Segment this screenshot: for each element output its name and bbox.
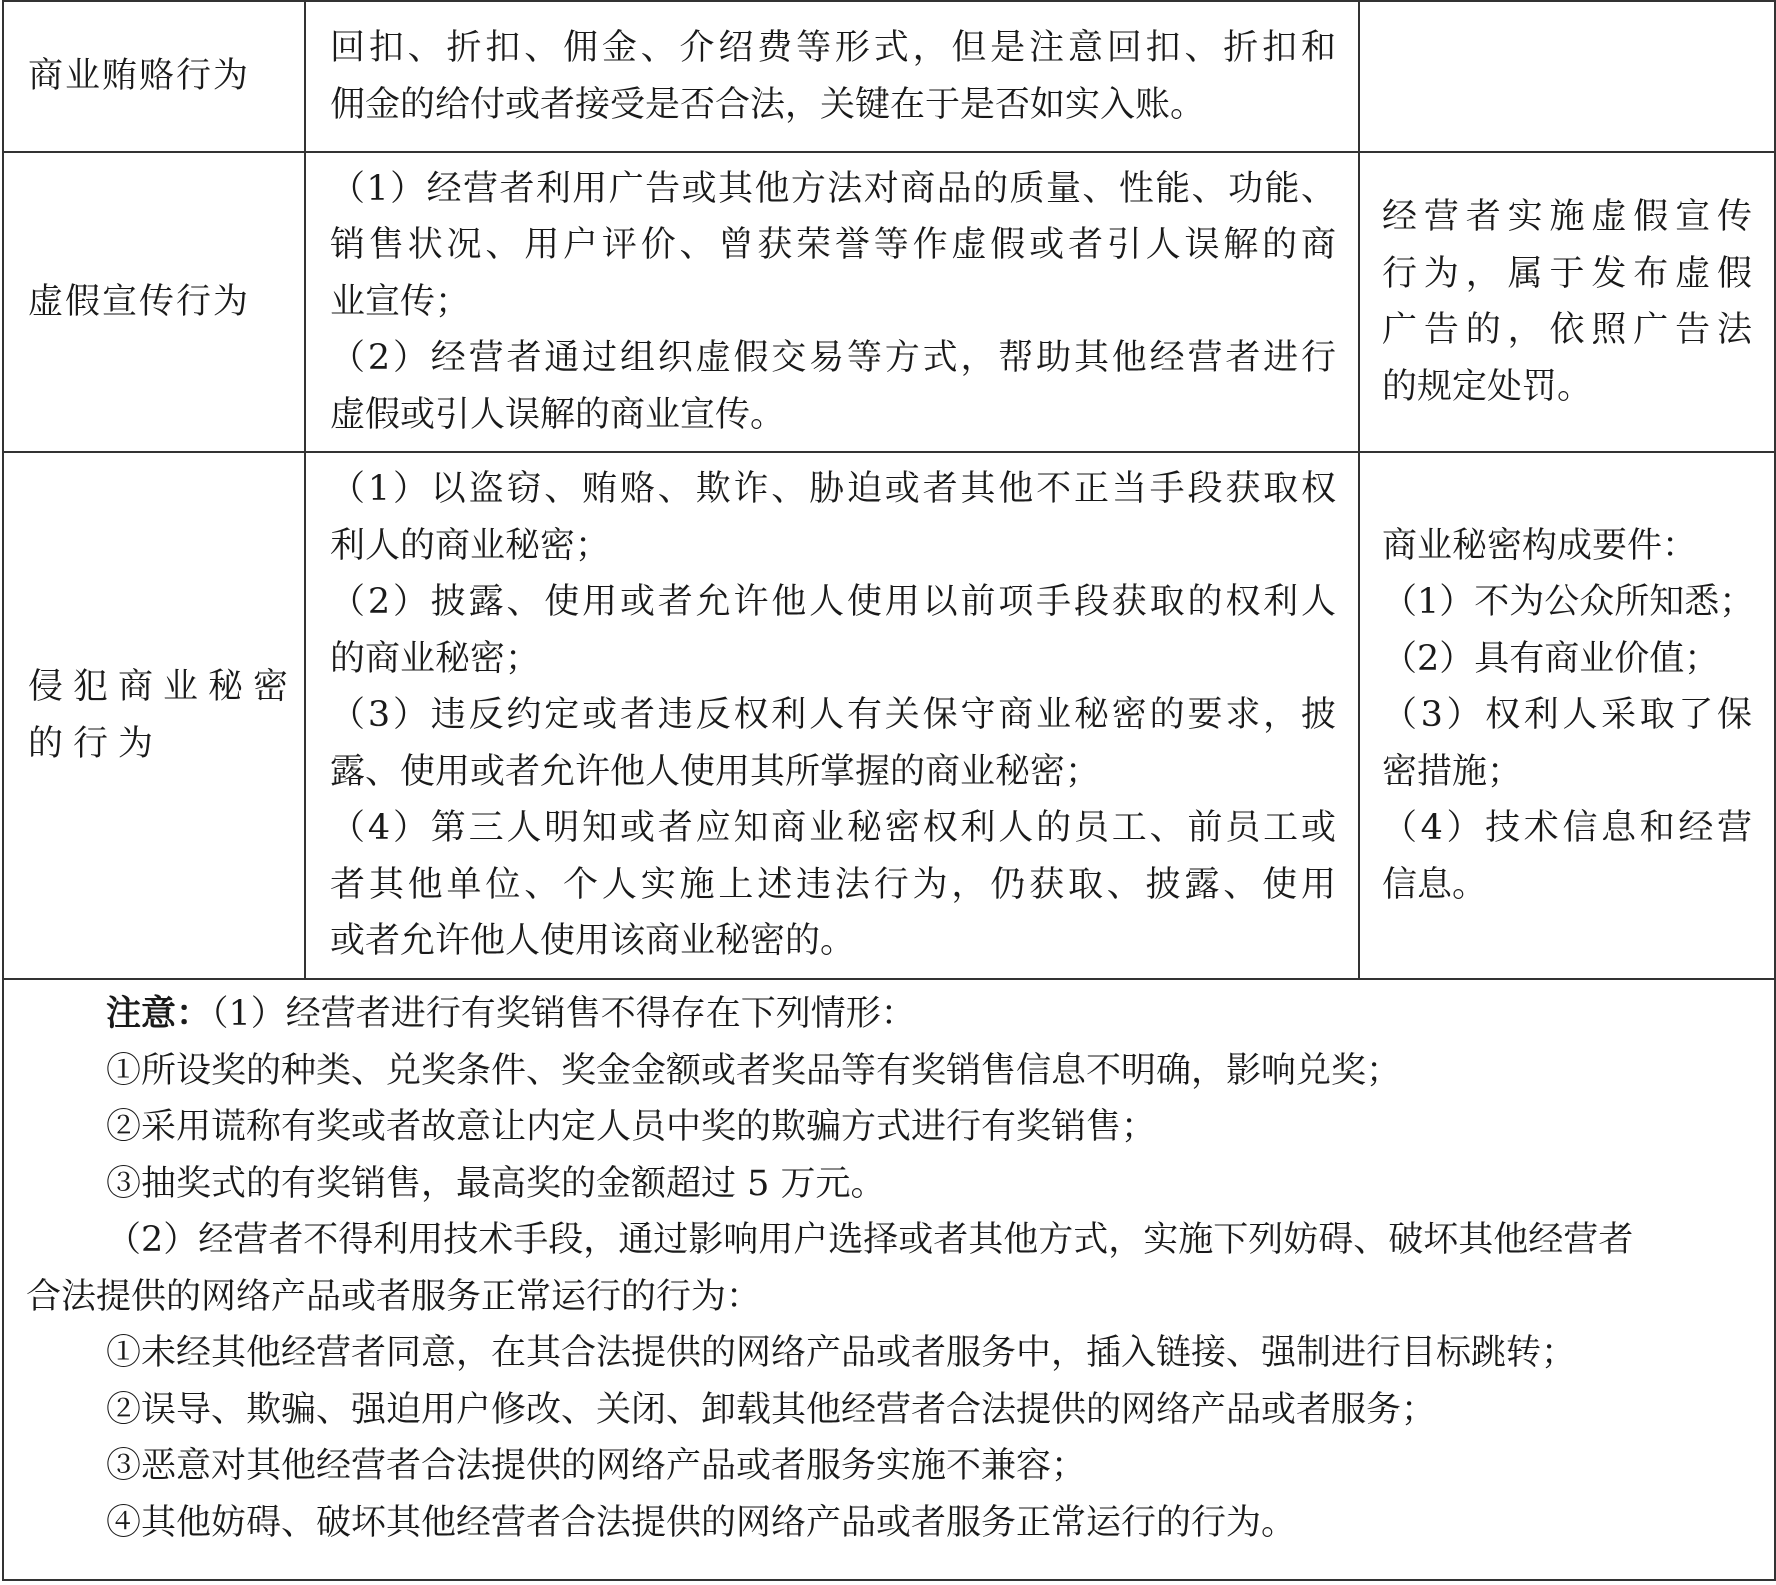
- notice-item: ①所设奖的种类、兑奖条件、奖金金额或者奖品等有奖销售信息不明确，影响兑奖；: [106, 1050, 1402, 1091]
- desc-line: （4）第三人明知或者应知商业秘密权利人的员工、前员工或: [330, 808, 1336, 849]
- behavior-desc-cell: [305, 452, 1359, 979]
- table-row: [3, 1, 1775, 152]
- table-row: [3, 452, 1775, 979]
- note-line: （2）具有商业价值；: [1382, 638, 1720, 679]
- notice-cell: [3, 979, 1775, 1580]
- behavior-note-cell: [1359, 152, 1775, 452]
- behavior-name: 侵犯商业秘密: [28, 667, 299, 707]
- note-line: （3）权利人采取了保: [1382, 695, 1752, 736]
- behavior-name-cell: [3, 1, 305, 152]
- behavior-note-cell: [1359, 452, 1775, 979]
- desc-line: 露、使用或者允许他人使用其所掌握的商业秘密；: [330, 751, 1101, 792]
- notice-item: ④其他妨碍、破坏其他经营者合法提供的网络产品或者服务正常运行的行为。: [106, 1502, 1297, 1543]
- notice-first: （1）经营者进行有奖销售不得存在下列情形：: [211, 994, 916, 1034]
- behavior-name-cell: [3, 152, 305, 452]
- notice-first-line: [26, 986, 1752, 1043]
- desc-line: 回扣、折扣、佣金、介绍费等形式，但是注意回扣、折扣和: [330, 28, 1336, 68]
- note-line: （1）不为公众所知悉；: [1382, 582, 1755, 623]
- note-line: 经营者实施虚假宣传: [1382, 197, 1752, 237]
- desc-line: （1）以盗窃、贿赂、欺诈、胁迫或者其他不正当手段获取权: [330, 469, 1336, 510]
- behavior-note-cell: [1359, 1, 1775, 152]
- desc-line: 虚假或引人误解的商业宣传。: [330, 394, 786, 435]
- behavior-name: 商业贿赂行为: [28, 56, 251, 97]
- behavior-name: 虚假宣传行为: [28, 281, 251, 322]
- note-line: 的规定处罚。: [1382, 366, 1593, 407]
- notice-item: ③抽奖式的有奖销售，最高奖的金额超过 5 万元。: [106, 1163, 886, 1204]
- desc-line: （2）经营者通过组织虚假交易等方式，帮助其他经营者进行: [330, 338, 1336, 379]
- table-row: [3, 979, 1775, 1580]
- desc-line: 者其他单位、个人实施上述违法行为，仍获取、披露、使用: [330, 864, 1336, 905]
- notice-item: ③恶意对其他经营者合法提供的网络产品或者服务实施不兼容；: [106, 1446, 1087, 1486]
- notice-item: ②误导、欺骗、强迫用户修改、关闭、卸载其他经营者合法提供的网络产品或者服务；: [106, 1389, 1437, 1430]
- note-line: 广告的，依照广告法: [1382, 310, 1752, 350]
- behavior-desc-cell: [305, 1, 1359, 152]
- desc-line: 的商业秘密；: [330, 638, 541, 679]
- notice-item: ①未经其他经营者同意，在其合法提供的网络产品或者服务中，插入链接、强制进行目标跳转；: [106, 1333, 1577, 1373]
- desc-line: 业宣传；: [330, 281, 471, 322]
- notice-label: 注意：: [106, 993, 212, 1034]
- notice-second-line: （2）经营者不得利用技术手段，通过影响用户选择或者其他方式，实施下列妨碍、破坏其他经营者: [106, 1220, 1634, 1260]
- desc-line: 或者允许他人使用该商业秘密的。: [330, 921, 856, 962]
- notice-item: ②采用谎称有奖或者故意让内定人员中奖的欺骗方式进行有奖销售；: [106, 1107, 1157, 1147]
- desc-line: 销售状况、用户评价、曾获荣誉等作虚假或者引人误解的商: [330, 225, 1336, 266]
- desc-line: （1）经营者利用广告或其他方法对商品的质量、性能、功能、: [330, 168, 1336, 209]
- desc-line: （2）披露、使用或者允许他人使用以前项手段获取的权利人: [330, 582, 1336, 623]
- desc-line: （3）违反约定或者违反权利人有关保守商业秘密的要求，披: [330, 695, 1336, 736]
- behavior-desc-cell: [305, 152, 1359, 452]
- table-row: [3, 152, 1775, 452]
- desc-line: 利人的商业秘密；: [330, 525, 611, 566]
- note-line: （4）技术信息和经营: [1382, 808, 1752, 849]
- desc-line: 佣金的给付或者接受是否合法，关键在于是否如实入账。: [330, 84, 1206, 125]
- behavior-name: 的行为: [28, 723, 164, 764]
- note-line: 密措施；: [1382, 751, 1523, 792]
- note-line: 信息。: [1382, 864, 1488, 905]
- law-table: [2, 0, 1776, 1581]
- notice-second-continuation: 合法提供的网络产品或者服务正常运行的行为：: [26, 1276, 762, 1317]
- note-line: 行为，属于发布虚假: [1382, 253, 1752, 294]
- note-line: 商业秘密构成要件：: [1382, 525, 1698, 566]
- behavior-name-cell: [3, 452, 305, 979]
